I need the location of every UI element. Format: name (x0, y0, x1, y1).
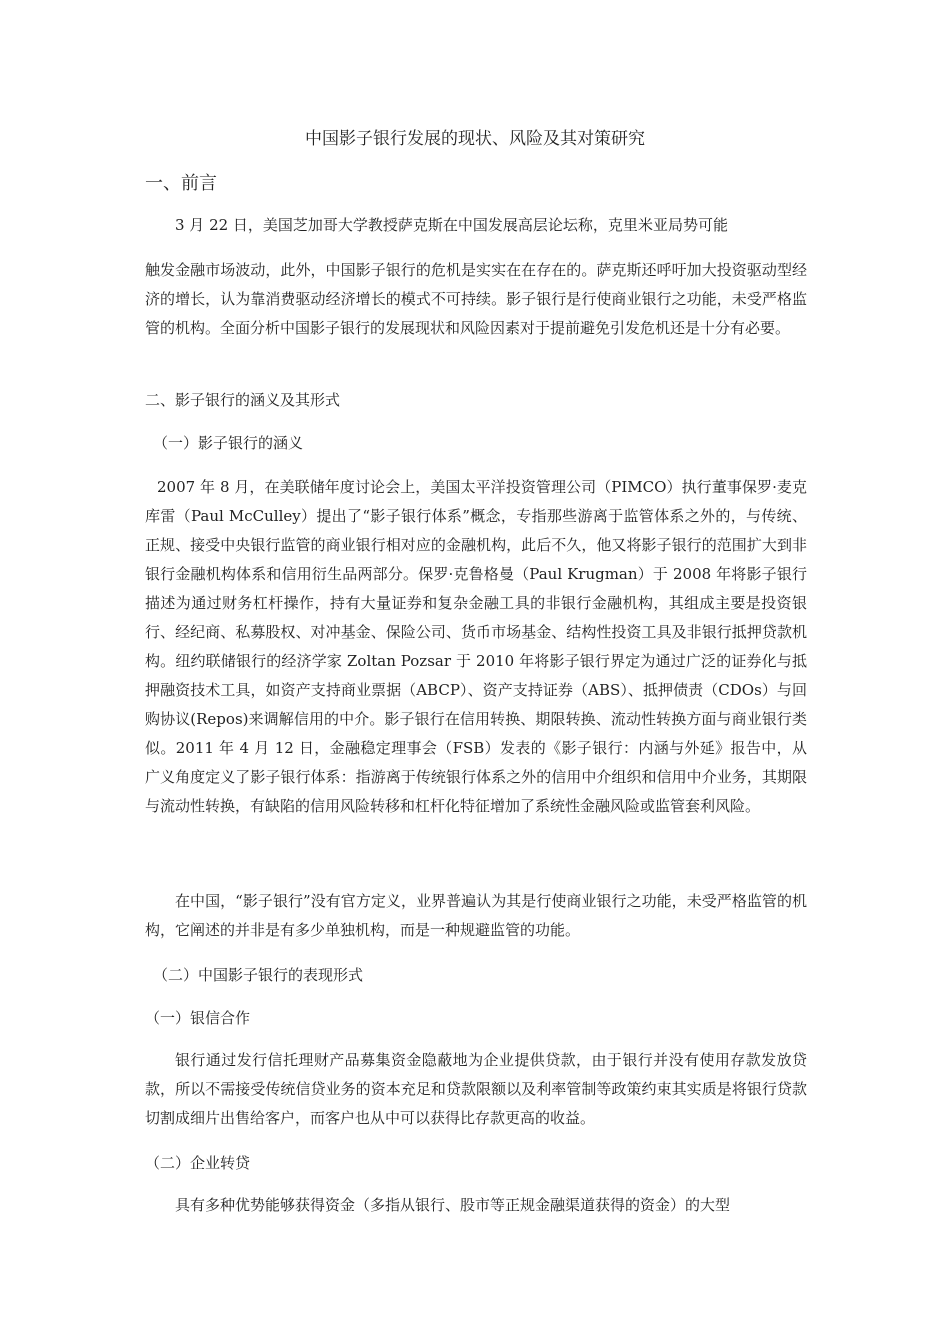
subsection-heading-forms: （二）中国影子银行的表现形式 (153, 966, 364, 984)
bank-trust-paragraph: 银行通过发行信托理财产品募集资金隐蔽地为企业提供贷款，由于银行并没有使用存款发放贷款，所以不需接受传统信贷业务的资本充足和贷款限额以及利率管制等政策约束其实质是将银行贷款切割成细片出售给客户，而客户也从中可以获得比存款更高的收益。 (145, 1051, 807, 1127)
subsection-heading-meaning: （一）影子银行的涵义 (153, 434, 304, 452)
preface-paragraph-first-line: 3 月 22 日，美国芝加哥大学教授萨克斯在中国发展高层论坛称，克里米亚局势可能 (175, 216, 728, 234)
enterprise-loan-paragraph: 具有多种优势能够获得资金（多指从银行、股市等正规金融渠道获得的资金）的大型 (175, 1196, 731, 1214)
preface-paragraph: 触发金融市场波动，此外，中国影子银行的危机是实实在在存在的。萨克斯还呼吁加大投资驱动型经济的增长，认为靠消费驱动经济增长的模式不可持续。影子银行是行使商业银行之功能，未受严格监管的机构。全面分析中国影子银行的发展现状和风险因素对于提前避免引发危机还是十分有必要。 (145, 261, 807, 337)
section-heading-definition: 二、影子银行的涵义及其形式 (145, 391, 341, 409)
china-definition-paragraph: 在中国，“影子银行”没有官方定义，业界普遍认为其是行使商业银行之功能，未受严格监管的机构，它阐述的并非是有多少单独机构，而是一种规避监管的功能。 (145, 892, 807, 939)
section-heading-preface: 一、前言 (145, 173, 217, 194)
document-title: 中国影子银行发展的现状、风险及其对策研究 (305, 129, 645, 149)
item-heading-bank-trust: （一）银信合作 (145, 1009, 251, 1027)
meaning-paragraph: 2007 年 8 月，在美联储年度讨论会上，美国太平洋投资管理公司（PIMCO）执行董事保罗·麦克库雷（Paul McCulley）提出了“影子银行体系”概念，专指那些游离于监管体系之外的，与传统、正规、接受中央银行监管的商业银行相对应的金融机构，此后不久，他又将影子银行的范围扩大到非银行金融机构体系和信用衍生品两部分。保罗·克鲁格曼（Paul Krugman）于 2008 年将影子银行描述为通过财务杠杆操作，持有大量证券和复杂金融工具的非银行金融机构，其组成主要是投资银行、经纪商、私募股权、对冲基金、保险公司、货币市场基金、结构性投资工具及非银行抵押贷款机构。纽约联储银行的经济学家 Zoltan Pozsar 于 2010 年将影子银行界定为通过广泛的证券化与抵押融资技术工具，如资产支持商业票据（ABCP）、资产支持证券（ABS）、抵押债责（CDOs）与回购协议(Repos)来调解信用的中介。影子银行在信用转换、期限转换、流动性转换方面与商业银行类似。2011 年 4 月 12 日，金融稳定理事会（FSB）发表的《影子银行：内涵与外延》报告中，从广义角度定义了影子银行体系：指游离于传统银行体系之外的信用中介组织和信用中介业务，其期限与流动性转换，有缺陷的信用风险转移和杠杆化特征增加了系统性金融风险或监管套利风险。 (145, 478, 807, 815)
item-heading-enterprise-loan: （二）企业转贷 (145, 1154, 251, 1172)
